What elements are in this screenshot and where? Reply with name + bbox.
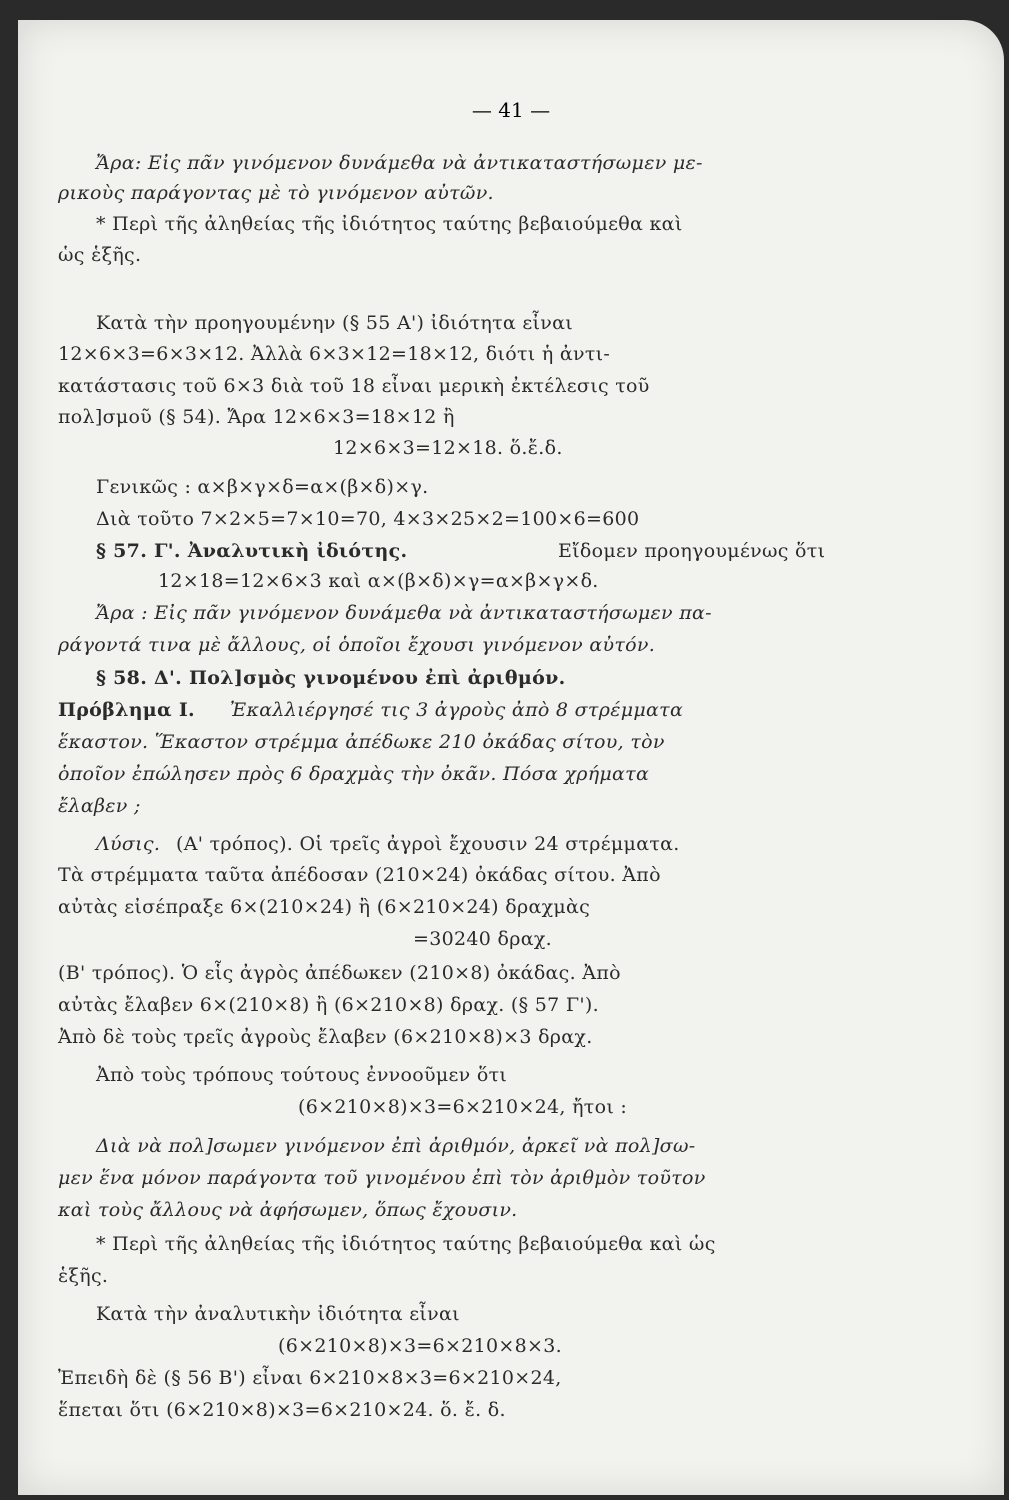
solution-label: Λύσις. [96,833,161,855]
text-line: Τὰ στρέμματα ταῦτα ἀπέδοσαν (210×24) ὀκάδας σίτου. Ἀπὸ [58,864,661,886]
text-line: =30240 δραχ. [413,928,552,950]
text-line: Ἀπὸ δὲ τοὺς τρεῖς ἀγροὺς ἔλαβεν (6×210×8)×3 δραχ. [58,1026,593,1048]
text-line: Γενικῶς : α×β×γ×δ=α×(β×δ)×γ. [96,476,429,498]
text-line: ράγοντά τινα μὲ ἄλλους, οἱ ὁποῖοι ἔχουσι γινόμενον αὐτόν. [58,634,656,656]
text-line: * Περὶ τῆς ἀληθείας τῆς ἰδιότητος ταύτης βεβαιούμεθα καὶ ὡς [96,1233,716,1255]
text-line: μεν ἕνα μόνον παράγοντα τοῦ γινομένου ἐπὶ τὸν ἀριθμὸν τοῦτον [58,1167,706,1189]
section-heading-57: § 57. Γ'. Ἀναλυτικὴ ἰδιότης. [96,540,408,562]
text-line: Κατὰ τὴν προηγουμένην (§ 55 Α') ἰδιότητα εἶναι [96,312,573,334]
page-number: — 41 — [471,98,551,122]
text-line: (Α' τρόπος). Οἱ τρεῖς ἀγροὶ ἔχουσιν 24 στρέμματα. [176,833,680,855]
text-line: Εἴδομεν προηγουμένως ὅτι [558,540,826,562]
text-line: Ἀπὸ τοὺς τρόπους τούτους ἐννοοῦμεν ὅτι [96,1064,508,1086]
problem-heading: Πρόβλημα Ι. [58,699,195,721]
book-page [18,20,1004,1495]
text-line: ἕπεται ὅτι (6×210×8)×3=6×210×24. ὅ. ἔ. δ. [58,1399,506,1421]
section-heading-58: § 58. Δ'. Πολ]σμὸς γινομένου ἐπὶ ἀριθμόν. [96,667,566,689]
text-line: αὐτὰς ἔλαβεν 6×(210×8) ἢ (6×210×8) δραχ. (§ 57 Γ'). [58,994,599,1016]
text-line: ἔλαβεν ; [58,795,141,817]
text-line: (Β' τρόπος). Ὁ εἷς ἀγρὸς ἀπέδωκεν (210×8) ὀκάδας. Ἀπὸ [58,962,621,984]
text-line: Διὰ τοῦτο 7×2×5=7×10=70, 4×3×25×2=100×6=600 [96,508,640,530]
text-line: 12×6×3=12×18. ὅ.ἔ.δ. [333,437,563,459]
text-line: Ἐπειδὴ δὲ (§ 56 Β') εἶναι 6×210×8×3=6×210×24, [58,1367,562,1389]
text-line: ὡς ἑξῆς. [58,244,142,266]
text-line: * Περὶ τῆς ἀληθείας τῆς ἰδιότητος ταύτης βεβαιούμεθα καὶ [96,213,683,235]
text-line: αὐτὰς εἰσέπραξε 6×(210×24) ἢ (6×210×24) δραχμὰς [58,896,591,918]
text-line: ὁποῖον ἐπώλησεν πρὸς 6 δραχμὰς τὴν ὀκᾶν. Πόσα χρήματα [58,763,650,785]
text-line: ἕκαστον. Ἕκαστον στρέμμα ἀπέδωκε 210 ὀκάδας σίτου, τὸν [58,731,665,753]
text-line: Ἄρα : Εἰς πᾶν γινόμενον δυνάμεθα νὰ ἀντικαταστήσωμεν πα- [96,602,712,624]
text-line: Κατὰ τὴν ἀναλυτικὴν ἰδιότητα εἶναι [96,1303,460,1325]
text-line: ρικοὺς παράγοντας μὲ τὸ γινόμενον αὐτῶν. [58,182,494,204]
text-line: Διὰ νὰ πολ]σωμεν γινόμενον ἐπὶ ἀριθμόν, ἀρκεῖ νὰ πολ]σω- [96,1135,696,1157]
text-line: καὶ τοὺς ἄλλους νὰ ἀφήσωμεν, ὅπως ἔχουσιν. [58,1199,518,1221]
text-line: πολ]σμοῦ (§ 54). Ἄρα 12×6×3=18×12 ἢ [58,406,455,428]
text-line: (6×210×8)×3=6×210×8×3. [278,1335,562,1357]
text-line: (6×210×8)×3=6×210×24, ἤτοι : [298,1096,628,1118]
text-line: κατάστασις τοῦ 6×3 διὰ τοῦ 18 εἶναι μερικὴ ἐκτέλεσις τοῦ [58,375,650,397]
text-line: 12×6×3=6×3×12. Ἀλλὰ 6×3×12=18×12, διότι ἡ ἀντι- [58,343,611,365]
text-line: Ἄρα: Εἰς πᾶν γινόμενον δυνάμεθα νὰ ἀντικαταστήσωμεν με- [96,152,703,174]
text-line: Ἐκαλλιέργησέ τις 3 ἀγροὺς ἀπὸ 8 στρέμματα [230,699,684,721]
text-line: ἑξῆς. [58,1265,109,1287]
text-line: 12×18=12×6×3 καὶ α×(β×δ)×γ=α×β×γ×δ. [158,570,599,592]
